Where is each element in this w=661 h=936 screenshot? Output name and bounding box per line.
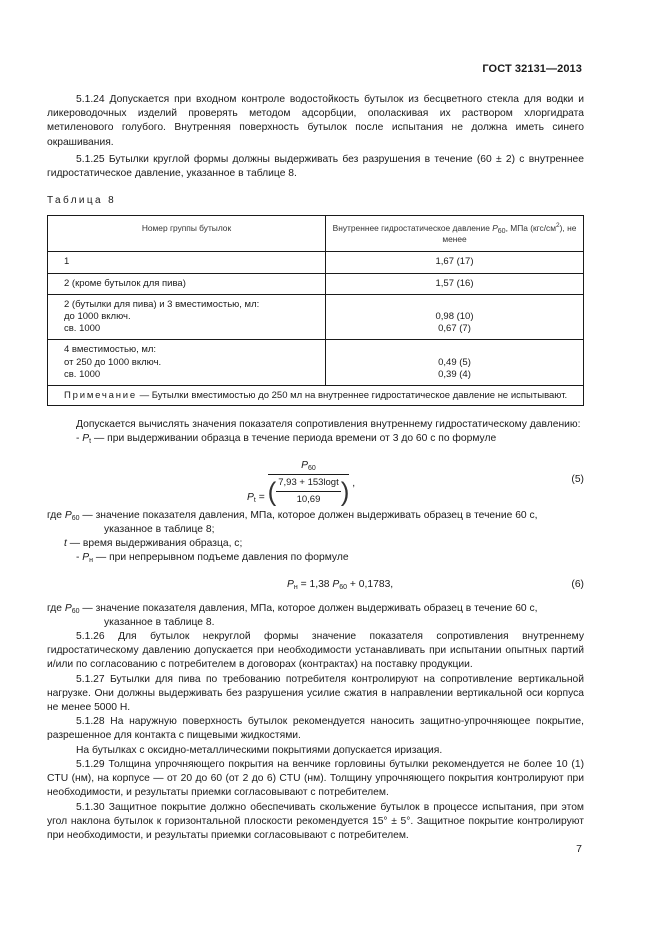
pressure-cell: 1,67 (17) <box>326 252 584 273</box>
paragraph-5-1-25: 5.1.25 Бутылки круглой формы должны выдерживать без разрушения в течение (60 ± 2) с внутреннее гидростатическое давление, указанное в таблице 8. <box>47 153 584 180</box>
group-cell: 2 (кроме бутылок для пива) <box>48 273 326 294</box>
group-cell: 2 (бутылки для пива) и 3 вместимостью, мл: до 1000 включ. св. 1000 <box>48 294 326 340</box>
list-item-pt: - $P_t$ — при выдерживании образца в течение периода времени от 3 до 60 с по формуле <box>76 433 497 446</box>
formula-5-fraction: $P_{60}$ ( $\frac{7,93 + 153\log t}{10,69}$ ) <box>267 459 350 507</box>
formula-5-number: (5) <box>571 473 584 485</box>
paragraph-allowed: Допускается вычислять значения показателя сопротивления внутреннему гидростатическому давлению: <box>76 419 581 431</box>
table-row <box>48 294 584 340</box>
paragraph-5-1-28: 5.1.28 На наружную поверхность бутылок рекомендуется наносить защитно-упрочняющее покрытие, разрешенное для контакта с пищевыми жидкостями. <box>47 716 584 742</box>
where-t: t — время выдерживания образца, с; <box>64 538 243 550</box>
group-cell: 1 <box>48 252 326 273</box>
col-header-pressure: Внутреннее гидростатическое давление $P_{60}$, МПа $(кгс/см^2)$, не менее <box>326 216 584 252</box>
formula-6 <box>47 578 584 592</box>
document-code: ГОСТ 32131—2013 <box>482 63 582 75</box>
paragraph-irization: На бутылках с оксидно-металлическими покрытиями допускается иризация. <box>76 744 443 756</box>
formula-5-body: $P_t$ = $P_{60}$ ( $\frac{7,93 + 153\log t}{10,69}$ ) , <box>247 459 356 507</box>
table-note: Примечание — Бутылки вместимостью до 250 мл на внутреннее гидростатическое давление не испытывают. <box>48 386 584 406</box>
group-cell: 4 вместимостью, мл: от 250 до 1000 включ. св. 1000 <box>48 340 326 386</box>
paragraph-5-1-24: 5.1.24 Допускается при входном контроле водостойкость бутылок из бесцветного стекла для водки и ликероводочных изделий проверять методом адсорбции, ополаскивая их раствором хлоргидрата метиленового голубого. Внутренняя поверхность бутылок после испытания не должна иметь синего окрашивания. <box>47 94 584 148</box>
page-number: 7 <box>576 843 582 855</box>
paragraph-5-1-26: 5.1.26 Для бутылок некруглой формы значение показателя сопротивления внутреннему гидростатическому давлению допускается при необходимости устанавливать при испытании опытных партий и/или по согласованию с потребителем в договорах (контрактах) на поставку продукции. <box>47 631 584 671</box>
where-p60-1-cont: указанное в таблице 8; <box>104 523 215 535</box>
where-p60-1: где $P_{60}$ — значение показателя давления, МПа, которое должен выдерживать образец в течение 60 с, <box>47 509 538 522</box>
table-header-row <box>48 216 584 252</box>
table-row <box>48 340 584 386</box>
paragraph-5-1-29: 5.1.29 Толщина упрочняющего покрытия на венчике горловины бутылки рекомендуется не более 10 (1) CTU (нм), на корпусе — от 20 до 60 (от 2 до 6) CTU (нм). Толщину упрочняющего покрытия контролируют при необходимости, и результаты приемки согласовывают с потребителем. <box>47 758 584 799</box>
paragraph-5-1-27: 5.1.27 Бутылки для пива по требованию потребителя контролируют на сопротивление вертикальной нагрузке. Они должны выдерживать без разрушения усилие сжатия в направлении вертикальной оси корпуса не менее 5000 Н. <box>47 673 584 714</box>
formula-6-body: $P_н = 1,38$ $P_{60} + 0,1783$, <box>287 579 394 592</box>
table-row <box>48 252 584 273</box>
pressure-cell: 0,98 (10) 0,67 (7) <box>326 294 584 340</box>
formula-5 <box>47 457 584 507</box>
col-header-group: Номер группы бутылок <box>48 216 326 252</box>
table-row <box>48 273 584 294</box>
page-content <box>47 93 584 843</box>
pressure-cell: 1,57 (16) <box>326 273 584 294</box>
list-item-pn: - $P_н$ — при непрерывном подъеме давления по формуле <box>76 552 349 565</box>
formula-6-number: (6) <box>571 579 584 591</box>
table-note-row <box>48 386 584 406</box>
paragraph-5-1-30: 5.1.30 Защитное покрытие должно обеспечивать скольжение бутылок в процессе испытания, при этом угол наклона бутылок к горизонтальной плоскости рекомендуется 15° ± 5°. Защитное покрытие контролируют при необходимости, и результаты приемки согласовывают с потребителем. <box>47 801 584 841</box>
table-title: Таблица 8 <box>47 195 117 207</box>
pressure-cell: 0,49 (5) 0,39 (4) <box>326 340 584 386</box>
where-p60-2-cont: указанное в таблице 8. <box>104 616 215 628</box>
where-p60-2: где $P_{60}$ — значение показателя давления, МПа, которое должен выдерживать образец в течение 60 с, <box>47 602 538 615</box>
table-8 <box>47 215 584 406</box>
